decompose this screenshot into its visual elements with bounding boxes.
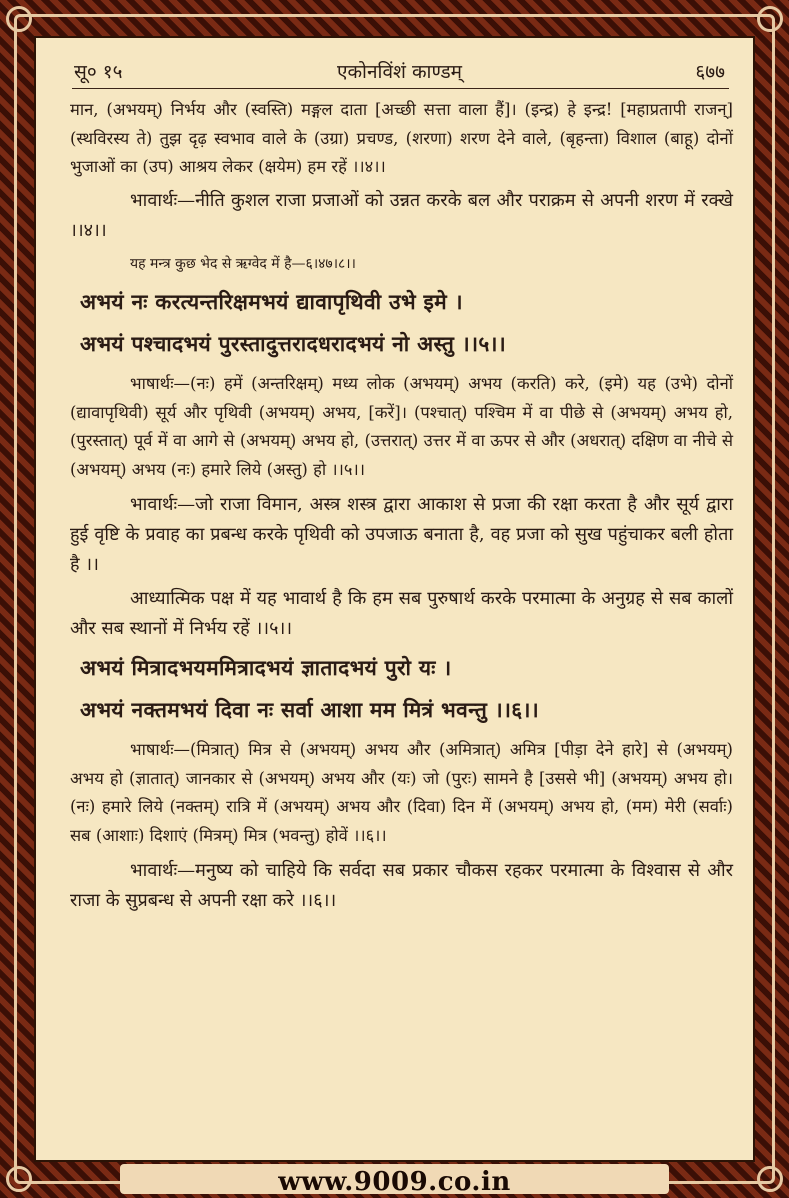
bhavartha-paragraph: भावार्थः—मनुष्य को चाहिये कि सर्वदा सब प्रकार चौकस रहकर परमात्मा के विश्वास से और राजा के सुप्रबन्ध से अपनी रक्षा करे ।।६।। <box>70 860 733 911</box>
page-number: ६७७ <box>695 61 725 83</box>
mantra-line: अभयं मित्रादभयममित्रादभयं ज्ञातादभयं पुरो यः । <box>80 655 452 680</box>
header-divider <box>72 88 729 89</box>
book-page <box>34 36 755 1162</box>
page-header <box>74 58 725 88</box>
corner-ornament-icon <box>6 6 32 32</box>
mantra-line: अभयं पश्चादभयं पुरस्तादुत्तरादधरादभयं नो अस्तु ।।५।। <box>80 331 507 356</box>
mantra-line: अभयं नक्तमभयं दिवा नः सर्वा आशा मम मित्रं भवन्तु ।।६।। <box>80 697 539 722</box>
mantra-line: अभयं नः करत्यन्तरिक्षमभयं द्यावापृथिवी उभे इमे । <box>80 289 463 314</box>
page-content <box>70 96 733 920</box>
translation-paragraph: मान, (अभयम्) निर्भय और (स्वस्ति) मङ्गल दाता [अच्छी सत्ता वाला हैं]। (इन्द्र) हे इन्द्र! [महाप्रतापी राजन्] (स्थविरस्य ते) तुझ दृढ़ स्वभाव वाले के (उग्रा) प्रचण्ड, (शरणा) शरण देने वाले, (बृहन्ता) विशाल (बाहू) दोनों भुजाओं का (उप) आश्रय लेकर (क्षयेम) हम रहें ।।४।। <box>70 100 733 176</box>
translation-paragraph: भाषार्थः—(नः) हमें (अन्तरिक्षम्) मध्य लोक (अभयम्) अभय (करति) करे, (इमे) यह (उभे) दोनों (द्यावापृथिवी) सूर्य और पृथिवी (अभयम्) अभय, [करें]। (पश्चात्) पश्चिम में वा पीछे से (अभयम्) अभय हो, (पुरस्तात्) पूर्व में वा आगे से (अभयम्) अभय हो, (उत्तरात्) उत्तर में वा ऊपर से और (अधरात्) दक्षिण वा नीचे से (अभयम्) अभय (नः) हमारे लिये (अस्तु) हो ।।५।। <box>70 374 733 479</box>
website-url[interactable]: www.9009.co.in <box>278 1167 511 1197</box>
translation-paragraph: भाषार्थः—(मित्रात्) मित्र से (अभयम्) अभय और (अमित्रात्) अमित्र [पीड़ा देने हारे] से (अभयम्) अभय हो (ज्ञातात्) जानकार से (अभयम्) अभय और (यः) जो (पुरः) सामने है [उससे भी] (अभयम्) अभय हो। (नः) हमारे लिये (नक्तम्) रात्रि में (अभयम्) अभय और (दिवा) दिन में (अभयम्) अभय हो, (मम) मेरी (सर्वाः) सब (आशाः) दिशाएं (मित्रम्) मित्र (भवन्तु) होवें ।।६।। <box>70 740 733 845</box>
bhavartha-paragraph: भावार्थः—नीति कुशल राजा प्रजाओं को उन्नत करके बल और पराक्रम से अपनी शरण में रक्खे ।।४।। <box>70 189 733 241</box>
corner-ornament-icon <box>757 6 783 32</box>
kanda-title: एकोनविंशं काण्डम् <box>336 61 463 83</box>
reference-note: यह मन्त्र कुछ भेद से ऋग्वेद में है—६।४७।८।। <box>130 255 356 272</box>
bhavartha-paragraph: आध्यात्मिक पक्ष में यह भावार्थ है कि हम सब पुरुषार्थ करके परमात्मा के अनुग्रह से सब कालों और सब स्थानों में निर्भय रहें ।।५।। <box>70 588 733 639</box>
bhavartha-paragraph: भावार्थः—जो राजा विमान, अस्त्र शस्त्र द्वारा आकाश से प्रजा की रक्षा करता है और सूर्य द्वारा हुई वृष्टि के प्रवाह का प्रबन्ध करके पृथिवी को उपजाऊ बनाता है, वह प्रजा को सुख पहुंचाकर बली होता है ।। <box>70 494 733 575</box>
sutra-number: सू० १५ <box>74 61 123 83</box>
